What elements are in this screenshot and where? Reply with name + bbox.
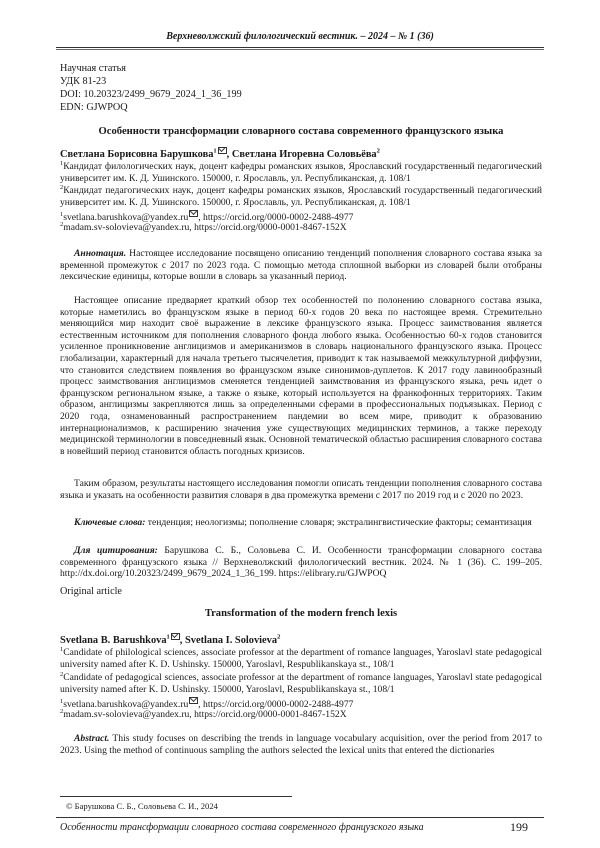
aff-1-en-text: Candidate of philological sciences, associate professor at the department of romance languages, Yaroslavl state pedagogical university named after K. D. Ushinsky. 150000, Yaroslavl, Respublikanskaya st., 108/1 [60, 647, 542, 670]
abstract-en-p1-text: This study focuses on describing the trends in language vocabulary acquisition, over the period from 2017 to 2023. Using the method of continuous sampling the authors selected the lexical units that entered the dictionaries [60, 733, 542, 756]
abstract-ru-p3: Таким образом, результаты настоящего исследования помогли описать тенденции пополнения словарного состава языка и указать на особенности развития словаря в два промежутка времени с 2017 по 2019 год и с 2020 по 2023. [60, 478, 542, 501]
contact-1-sup: 1 [60, 210, 64, 218]
keywords-text: тенденция; неологизмы; пополнение словаря; экстралингвистические факторы; семантизация [145, 517, 532, 528]
article-type-en: Original article [60, 586, 122, 597]
keywords-lead: Ключевые слова: [74, 517, 146, 528]
contact-1-en-email[interactable]: svetlana.barushkova@yandex.ru [63, 699, 189, 710]
footer-rule [56, 817, 544, 818]
mail-icon [171, 633, 180, 640]
contact-1-email[interactable]: svetlana.barushkova@yandex.ru [63, 212, 189, 223]
abstract-p1-text: Настоящее исследование посвящено описанию тенденций пополнения словарного состава языка за временной промежуток с 2017 по 2023 года. С помощью метода сплошной выборки из словарей были отобраны лексические единицы, которые вошли в словарь за указанный период. [60, 248, 542, 283]
copyright-footnote: © Барушкова С. Б., Соловьева С. И., 2024 [66, 801, 218, 811]
citation-text: Барушкова С. Б., Соловьева С. И. Особенности трансформации словарного состава современного французского языка // Верхневолжский филологический вестник. 2024. № 1 (36). С. 199–205. http://dx.doi.org/10.20323/2499_9679_2024_1_36_199. https://elibrary.ru/GJWPOQ [60, 545, 542, 580]
author-1-sup: 1 [213, 147, 217, 155]
author-1-en: Svetlana B. Barushkova [60, 635, 167, 646]
author-2-sup: 2 [376, 147, 380, 155]
mail-icon [189, 210, 198, 217]
contact-2-en [60, 709, 542, 721]
udk: УДК 81-23 [60, 76, 107, 87]
author-2-en-sup: 2 [277, 633, 281, 641]
contact-2-sup: 2 [60, 220, 64, 228]
doi: DOI: 10.20323/2499_9679_2024_1_36_199 [60, 89, 242, 100]
abstract-ru-p2: Настоящее описание предваряет краткий обзор тех особенностей по полонению словарного состава языка, которые наметились во французском языке в период 60-х годов 20 века по настоящее время. Стремительно меняющийся мир находит своё выражение в лексике французского языка. Процесс заимствования является естественным источником для пополнения словарного фонда любого языка. Особенностью 60-х годов становится усиленное проникновение англицизмов и американизмов в словарь национального французского языка. Процесс глобализации, характерный для начала третьего тысячелетия, приводит к так называемой межкультурной диффузии, что становится следствием появления во французском языке синонимов-дуплетов. К 2017 году лавинообразный процесс заимствования англицизмов сменяется тенденцией заимствования из французского языка, речь идет о французском региональном языке, а также о языке, который используется на франкофонных территориях. Таким образом, англицизмы закрепляются лишь за определенными сферами в профессиональных подъязыках. Период с 2020 года, ознаменованный распространением пандемии во всем мире, приводит к образованию интернационализмов, к расширению значения уже существующих медицинских терминов, а также переходу медицинской терминологии в повседневный язык. Основной тематической областью расширения словарного состава в новейший период становится область погодных кризисов. [60, 295, 542, 457]
article-title-ru: Особенности трансформации словарного состава современного французского языка [98, 126, 504, 137]
header-rule [56, 47, 544, 48]
abstract-lead: Аннотация. [74, 248, 127, 259]
aff-2-text: Кандидат педагогических наук, доцент кафедры романских языков, Ярославский государственный педагогический университет им. К. Д. Ушинского. 150000, г. Ярославль, ул. Республиканская, д. 108/1 [60, 185, 542, 208]
aff-2-sup: 2 [60, 183, 64, 191]
article-type: Научная статья [60, 63, 126, 74]
author-1: Светлана Борисовна Барушкова [60, 149, 214, 160]
authors-ru [60, 147, 380, 160]
contact-2-en-sup: 2 [60, 707, 64, 715]
contact-2-en-text[interactable]: madam.sv-solovieva@yandex.ru, https://orcid.org/0000-0001-8467-152X [63, 709, 347, 720]
affiliation-1-ru [60, 161, 542, 184]
aff-1-en-sup: 1 [60, 645, 64, 653]
authors-en [60, 633, 280, 646]
affiliation-2-en [60, 672, 542, 695]
author-separator: , [226, 149, 232, 160]
aff-2-en-text: Candidate of pedagogical sciences, associate professor at the department of romance languages, Yaroslavl state pedagogical university named after K. D. Ushinsky. 150000, Yaroslavl, Respublikanskaya st., 108/1 [60, 672, 542, 695]
affiliation-2-ru [60, 185, 542, 208]
aff-1-text: Кандидат филологических наук, доцент кафедры романских языков, Ярославский государственный педагогический университет им. К. Д. Ушинского. 150000, г. Ярославль, ул. Республиканская, д. 108/1 [60, 161, 542, 184]
contact-1-orcid[interactable]: , https://orcid.org/0000-0002-2488-4977 [198, 212, 354, 223]
abstract-en-p1 [60, 733, 542, 756]
author-1-en-sup: 1 [166, 633, 170, 641]
contact-2-text[interactable]: madam.sv-solovieva@yandex.ru, https://orcid.org/0000-0001-8467-152X [63, 222, 347, 233]
author-2-en: Svetlana I. Solovieva [184, 635, 278, 646]
citation-ru [60, 545, 542, 580]
abstract-en-lead: Abstract. [74, 733, 110, 744]
aff-1-sup: 1 [60, 159, 64, 167]
author-separator-en: , [179, 635, 185, 646]
aff-2-en-sup: 2 [60, 670, 64, 678]
mail-icon [189, 697, 198, 704]
author-2: Светлана Игоревна Соловьёва [231, 149, 377, 160]
abstract-ru-p1 [60, 248, 542, 283]
footnote-rule [60, 796, 292, 797]
contact-2-ru [60, 222, 542, 234]
running-header: Верхневолжский филологический вестник. – 2024 – № 1 (36) [166, 31, 434, 42]
footer-running-title: Особенности трансформации словарного состава современного французского языка [60, 822, 424, 833]
header-rule-thin [56, 49, 544, 50]
mail-icon [218, 147, 227, 154]
citation-lead: Для цитирования: [74, 545, 158, 556]
page-number: 199 [510, 820, 528, 834]
affiliation-1-en [60, 647, 542, 670]
contact-1-en-sup: 1 [60, 697, 64, 705]
keywords-ru [60, 517, 542, 529]
contact-1-en-orcid[interactable]: , https://orcid.org/0000-0002-2488-4977 [198, 699, 354, 710]
article-title-en: Transformation of the modern french lexis [204, 608, 398, 619]
edn: EDN: GJWPOQ [60, 102, 128, 113]
